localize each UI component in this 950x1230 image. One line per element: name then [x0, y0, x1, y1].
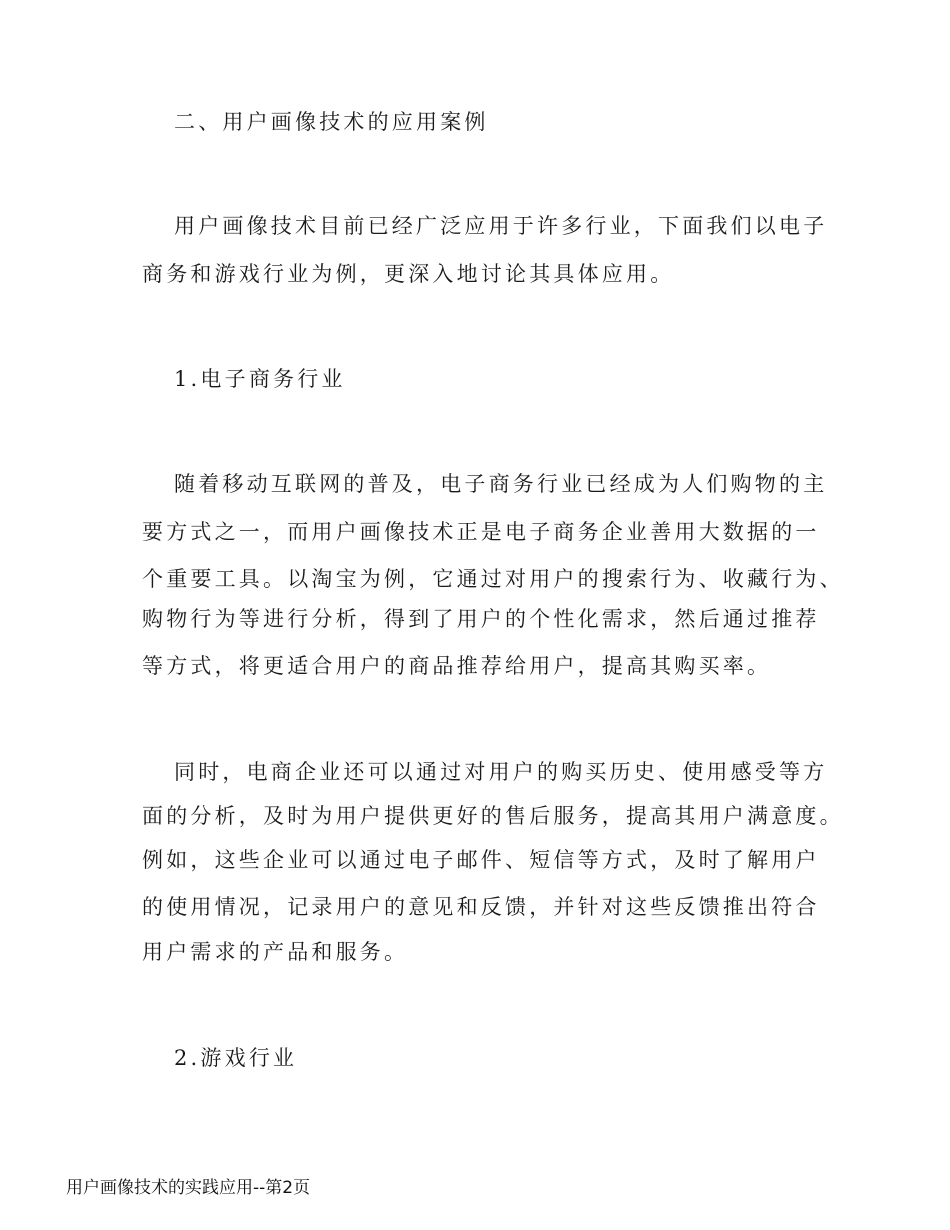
para1-line-2: 要方式之一，而用户画像技术正是电子商务企业善用大数据的一 [142, 520, 820, 544]
page-footer: 用户画像技术的实践应用--第2页 [66, 1178, 311, 1198]
para2-line-4: 的使用情况，记录用户的意见和反馈，并针对这些反馈推出符合 [142, 895, 820, 919]
para1-line-1: 随着移动互联网的普及，电子商务行业已经成为人们购物的主 [174, 472, 828, 496]
intro-line-1: 用户画像技术目前已经广泛应用于许多行业，下面我们以电子 [174, 214, 828, 238]
para2-line-1: 同时，电商企业还可以通过对用户的购买历史、使用感受等方 [174, 760, 828, 784]
para2-line-3: 例如，这些企业可以通过电子邮件、短信等方式，及时了解用户 [142, 848, 820, 872]
para1-line-3: 个重要工具。以淘宝为例，它通过对用户的搜索行为、收藏行为、 [142, 567, 844, 591]
para2-line-5: 用户需求的产品和服务。 [142, 940, 409, 964]
para1-line-4: 购物行为等进行分析，得到了用户的个性化需求，然后通过推荐 [142, 607, 820, 631]
subsection-heading-ecommerce: 1.电子商务行业 [174, 367, 346, 391]
para2-line-2: 面的分析，及时为用户提供更好的售后服务，提高其用户满意度。 [142, 804, 844, 828]
para1-line-5: 等方式，将更适合用户的商品推荐给用户，提高其购买率。 [142, 654, 772, 678]
section-heading: 二、用户画像技术的应用案例 [174, 110, 489, 134]
intro-line-2: 商务和游戏行业为例，更深入地讨论其具体应用。 [142, 262, 675, 286]
subsection-heading-games: 2.游戏行业 [174, 1046, 298, 1070]
